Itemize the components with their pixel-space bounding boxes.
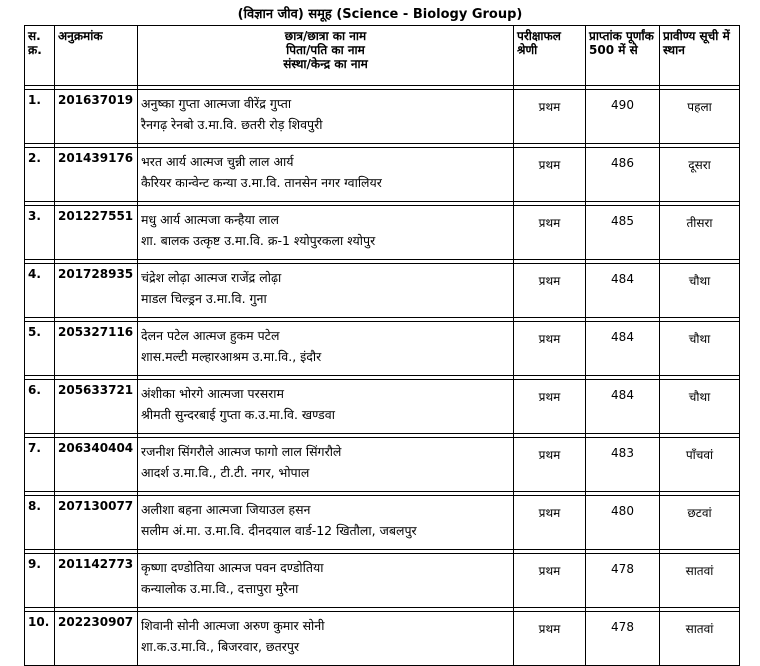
merit-rank: दूसरा	[660, 148, 739, 202]
student-name: रजनीश सिंगरौले आत्मज फागो लाल सिंगरौले	[141, 444, 342, 459]
result-grade: प्रथम	[514, 148, 586, 202]
school-name: कैरियर कान्वेन्ट कन्या उ.मा.वि. तानसेन नगर ग्वालियर	[141, 175, 382, 190]
table-row	[25, 148, 739, 202]
result-grade: प्रथम	[514, 554, 586, 608]
student-name: मधु आर्य आत्मजा कन्हैया लाल	[141, 212, 280, 227]
school-name: कन्यालोक उ.मा.वि., दत्तापुरा मुरैना	[141, 581, 299, 596]
result-grade: प्रथम	[514, 90, 586, 144]
roll-number: 201227551	[55, 206, 138, 260]
result-grade: प्रथम	[514, 264, 586, 318]
table-row	[25, 496, 739, 550]
serial-number: 8.	[25, 496, 55, 550]
marks-obtained: 483	[586, 438, 660, 492]
roll-number: 207130077	[55, 496, 138, 550]
table-body	[25, 86, 739, 665]
result-grade: प्रथम	[514, 206, 586, 260]
roll-number: 205327116	[55, 322, 138, 376]
marks-obtained: 485	[586, 206, 660, 260]
serial-number: 3.	[25, 206, 55, 260]
roll-number: 205633721	[55, 380, 138, 434]
result-grade: प्रथम	[514, 322, 586, 376]
student-name: देलन पटेल आत्मज हुकम पटेल	[141, 328, 280, 343]
header-roll: अनुक्रमांक	[55, 26, 138, 86]
roll-number: 201439176	[55, 148, 138, 202]
marks-obtained: 484	[586, 380, 660, 434]
serial-number: 4.	[25, 264, 55, 318]
merit-rank: सातवां	[660, 554, 739, 608]
student-details-cell	[138, 496, 514, 550]
header-name-line3: संस्था/केन्द्र का नाम	[283, 57, 368, 71]
merit-rank: छटवां	[660, 496, 739, 550]
merit-rank: सातवां	[685, 622, 714, 636]
school-name: माडल चिल्ड्रन उ.मा.वि. गुना	[141, 291, 267, 306]
result-grade: प्रथम	[514, 380, 586, 434]
school-name: आदर्श उ.मा.वि., टी.टी. नगर, भोपाल	[141, 465, 310, 480]
marks-obtained: 478	[586, 612, 660, 665]
student-details-cell	[138, 90, 514, 144]
student-details-cell	[138, 438, 514, 492]
student-name: शिवानी सोनी आत्मजा अरुण कुमार सोनी	[141, 618, 325, 633]
table-row	[25, 206, 739, 260]
header-name	[138, 26, 514, 86]
merit-rank: पाँचवां	[660, 438, 739, 492]
header-name-line2: पिता/पति का नाम	[286, 43, 365, 57]
student-details-cell	[138, 322, 514, 376]
school-name: रैनगढ़ रेनबो उ.मा.वि. छतरी रोड़ शिवपुरी	[141, 117, 323, 132]
school-name: श्रीमती सुन्दरबाई गुप्ता क.उ.मा.वि. खण्डवा	[141, 407, 335, 422]
table-row	[25, 380, 739, 434]
marks-obtained: 484	[586, 264, 660, 318]
serial-number: 10.	[25, 612, 55, 665]
student-details-cell	[138, 264, 514, 318]
school-name: शास.मल्टी मल्हारआश्रम उ.मा.वि., इंदौर	[141, 349, 322, 364]
table-row	[25, 90, 739, 144]
header-marks: प्राप्तांक पूर्णांक 500 में से	[586, 26, 660, 86]
merit-list-table	[24, 25, 740, 666]
serial-number: 2.	[25, 148, 55, 202]
merit-rank: चौथा	[660, 380, 739, 434]
merit-rank: तीसरा	[660, 206, 739, 260]
student-details-cell	[138, 206, 514, 260]
result-grade: प्रथम	[514, 438, 586, 492]
marks-obtained: 490	[586, 90, 660, 144]
student-name: अलीशा बहना आत्मजा जियाउल हसन	[141, 502, 311, 517]
table-row	[25, 438, 739, 492]
marks-obtained: 484	[586, 322, 660, 376]
header-merit: प्रावीण्य सूची में स्थान	[660, 26, 739, 86]
student-details-cell	[138, 554, 514, 608]
student-details-cell	[138, 148, 514, 202]
roll-number: 202230907	[55, 612, 138, 665]
table-row	[25, 612, 739, 665]
serial-number: 9.	[25, 554, 55, 608]
student-name: भरत आर्य आत्मज चुन्नी लाल आर्य	[141, 154, 294, 169]
student-details-cell	[138, 612, 514, 665]
marks-obtained: 486	[586, 148, 660, 202]
merit-rank: चौथा	[660, 322, 739, 376]
student-details-cell	[138, 380, 514, 434]
roll-number: 201728935	[55, 264, 138, 318]
merit-rank: चौथा	[660, 264, 739, 318]
merit-rank: पहला	[660, 90, 739, 144]
serial-number: 1.	[25, 90, 55, 144]
header-result: परीक्षाफल श्रेणी	[514, 26, 586, 86]
school-name: शा. बालक उत्कृष्ट उ.मा.वि. क्र-1 श्योपुरकला श्योपुर	[141, 233, 376, 248]
roll-number: 206340404	[55, 438, 138, 492]
result-grade: प्रथम	[514, 612, 586, 665]
roll-number: 201637019	[55, 90, 138, 144]
table-row	[25, 554, 739, 608]
page-title: (विज्ञान जीव) समूह (Science - Biology Group)	[237, 7, 523, 22]
result-grade: प्रथम	[514, 496, 586, 550]
marks-obtained: 478	[586, 554, 660, 608]
marks-obtained: 480	[586, 496, 660, 550]
serial-number: 6.	[25, 380, 55, 434]
roll-number: 201142773	[55, 554, 138, 608]
student-name: अनुष्का गुप्ता आत्मजा वीरेंद्र गुप्ता	[141, 96, 292, 111]
header-row	[25, 26, 739, 86]
table-row	[25, 264, 739, 318]
header-name-line1: छात्र/छात्रा का नाम	[284, 29, 367, 43]
header-sr: स. क्र.	[25, 26, 55, 86]
student-name: चंद्रेश लोढ़ा आत्मज राजेंद्र लोढ़ा	[141, 270, 282, 285]
school-name: शा.क.उ.मा.वि., बिजरवार, छतरपुर	[141, 639, 300, 654]
serial-number: 5.	[25, 322, 55, 376]
table-row	[25, 322, 739, 376]
school-name: सलीम अं.मा. उ.मा.वि. दीनदयाल वार्ड-12 खितौला, जबलपुर	[141, 523, 417, 538]
serial-number: 7.	[25, 438, 55, 492]
student-name: कृष्णा दण्डोतिया आत्मज पवन दण्डोतिया	[141, 560, 324, 575]
student-name: अंशीका भोरगे आत्मजा परसराम	[141, 386, 284, 401]
